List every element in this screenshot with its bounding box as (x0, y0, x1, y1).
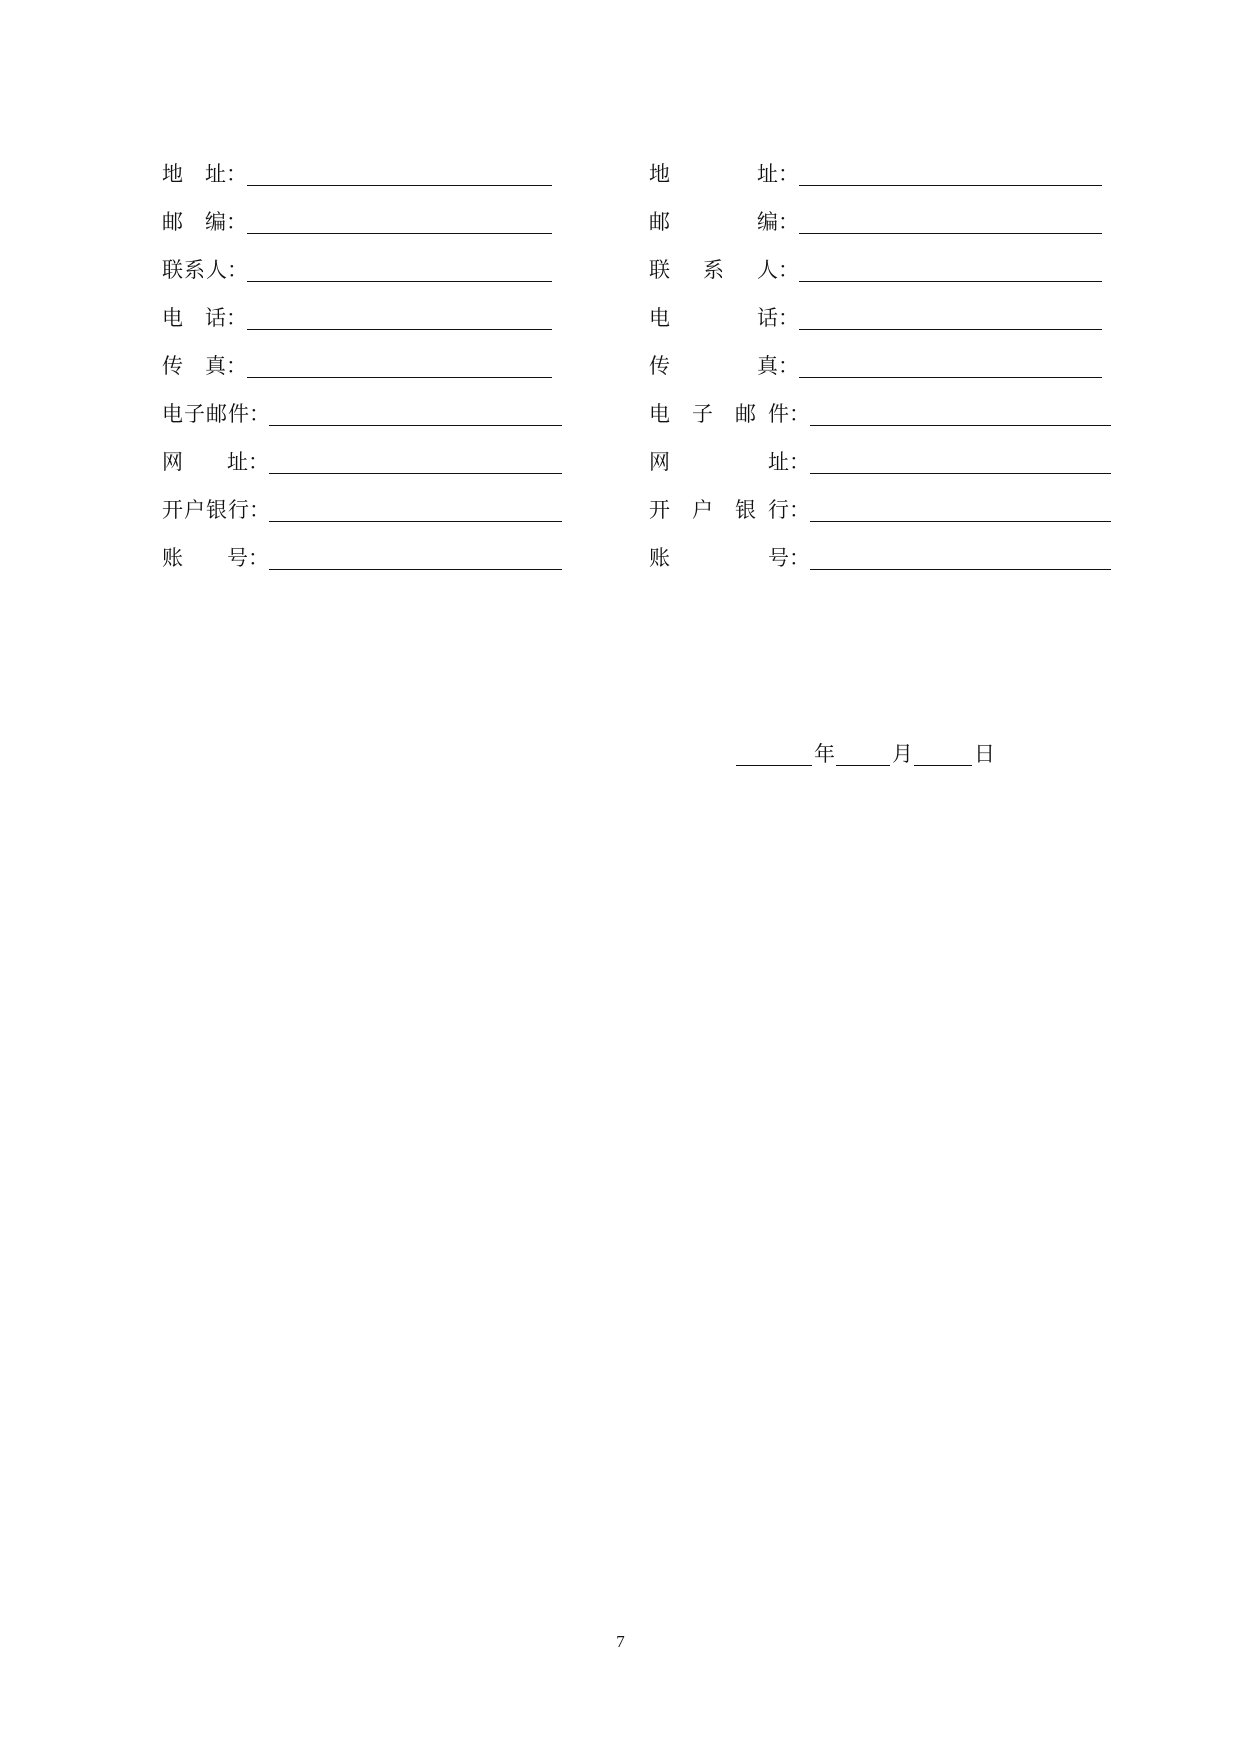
label-char: 开 (162, 498, 183, 522)
right-label-fax (649, 352, 799, 380)
left-field-contact-person (162, 256, 556, 284)
right-blank-contact-person[interactable] (799, 281, 1102, 282)
left-field-postcode (162, 208, 556, 236)
label-char: 邮 (206, 402, 227, 426)
label-char: 地 (162, 162, 183, 186)
label-char: 联 (162, 258, 183, 282)
label-char: 开 (649, 498, 670, 522)
left-field-account (162, 544, 566, 572)
day-label: 日 (974, 742, 995, 766)
label-char: 账 (649, 546, 670, 570)
left-label-phone (162, 304, 247, 332)
right-blank-fax[interactable] (799, 377, 1102, 378)
left-field-fax (162, 352, 556, 380)
left-label-account (162, 544, 269, 572)
label-char: 银 (735, 498, 756, 522)
day-blank[interactable] (914, 765, 972, 766)
right-label-phone (649, 304, 799, 332)
label-char: 话： (205, 306, 247, 330)
label-char: 银 (206, 498, 227, 522)
label-char: 邮 (735, 402, 756, 426)
label-char: 编： (757, 210, 799, 234)
label-char: 号： (768, 546, 810, 570)
right-field-website (649, 448, 1115, 476)
right-blank-account[interactable] (810, 569, 1111, 570)
right-field-address (649, 160, 1106, 188)
right-blank-phone[interactable] (799, 329, 1102, 330)
left-label-website (162, 448, 269, 476)
label-char: 址： (768, 450, 810, 474)
label-char: 电 (162, 402, 183, 426)
right-label-email (649, 400, 810, 428)
right-label-website (649, 448, 810, 476)
label-char: 户 (184, 498, 205, 522)
label-char: 件： (768, 402, 810, 426)
label-char: 号： (227, 546, 269, 570)
label-char: 账 (162, 546, 183, 570)
left-label-address (162, 160, 247, 188)
month-label: 月 (892, 742, 913, 766)
left-field-address (162, 160, 556, 188)
right-field-bank (649, 496, 1115, 524)
left-blank-bank[interactable] (269, 521, 562, 522)
label-char: 地 (649, 162, 670, 186)
left-label-postcode (162, 208, 247, 236)
label-char: 网 (649, 450, 670, 474)
label-char: 址： (757, 162, 799, 186)
label-char: 址： (227, 450, 269, 474)
left-field-phone (162, 304, 556, 332)
label-char: 电 (162, 306, 183, 330)
left-label-bank (162, 496, 269, 524)
right-blank-postcode[interactable] (799, 233, 1102, 234)
right-field-phone (649, 304, 1106, 332)
right-field-email (649, 400, 1115, 428)
label-char: 行： (768, 498, 810, 522)
label-char: 话： (757, 306, 799, 330)
right-field-account (649, 544, 1115, 572)
label-char: 址： (205, 162, 247, 186)
label-char: 户 (692, 498, 713, 522)
label-char: 人： (757, 258, 799, 282)
label-char: 系 (703, 258, 724, 282)
label-char: 邮 (649, 210, 670, 234)
label-char: 传 (162, 354, 183, 378)
right-field-contact-person (649, 256, 1106, 284)
right-field-postcode (649, 208, 1106, 236)
left-field-email (162, 400, 566, 428)
label-char: 件： (228, 402, 270, 426)
right-label-address (649, 160, 799, 188)
label-char: 真： (757, 354, 799, 378)
right-blank-email[interactable] (810, 425, 1111, 426)
right-blank-address[interactable] (799, 185, 1102, 186)
right-label-bank (649, 496, 810, 524)
left-blank-fax[interactable] (247, 377, 552, 378)
right-blank-bank[interactable] (810, 521, 1111, 522)
left-blank-contact-person[interactable] (247, 281, 552, 282)
right-label-postcode (649, 208, 799, 236)
left-field-website (162, 448, 566, 476)
left-field-bank (162, 496, 566, 524)
label-char: 邮 (162, 210, 183, 234)
label-char: 电 (649, 306, 670, 330)
right-blank-website[interactable] (810, 473, 1111, 474)
right-label-contact-person (649, 256, 799, 284)
label-char: 编： (205, 210, 247, 234)
left-blank-address[interactable] (247, 185, 552, 186)
label-char: 网 (162, 450, 183, 474)
left-label-fax (162, 352, 247, 380)
page-number: 7 (616, 1632, 625, 1651)
month-blank[interactable] (836, 765, 890, 766)
label-char: 行： (228, 498, 270, 522)
left-blank-website[interactable] (269, 473, 562, 474)
left-blank-email[interactable] (269, 425, 562, 426)
signature-date (736, 740, 1006, 768)
label-char: 联 (649, 258, 670, 282)
right-field-fax (649, 352, 1106, 380)
left-blank-phone[interactable] (247, 329, 552, 330)
label-char: 系 (184, 258, 205, 282)
year-blank[interactable] (736, 765, 812, 766)
left-blank-postcode[interactable] (247, 233, 552, 234)
label-char: 真： (205, 354, 247, 378)
label-char: 子 (184, 402, 205, 426)
label-char: 人： (206, 258, 248, 282)
year-label: 年 (814, 742, 835, 766)
left-label-email (162, 400, 269, 428)
right-label-account (649, 544, 810, 572)
label-char: 传 (649, 354, 670, 378)
left-blank-account[interactable] (269, 569, 562, 570)
label-char: 子 (692, 402, 713, 426)
left-label-contact-person (162, 256, 247, 284)
label-char: 电 (649, 402, 670, 426)
